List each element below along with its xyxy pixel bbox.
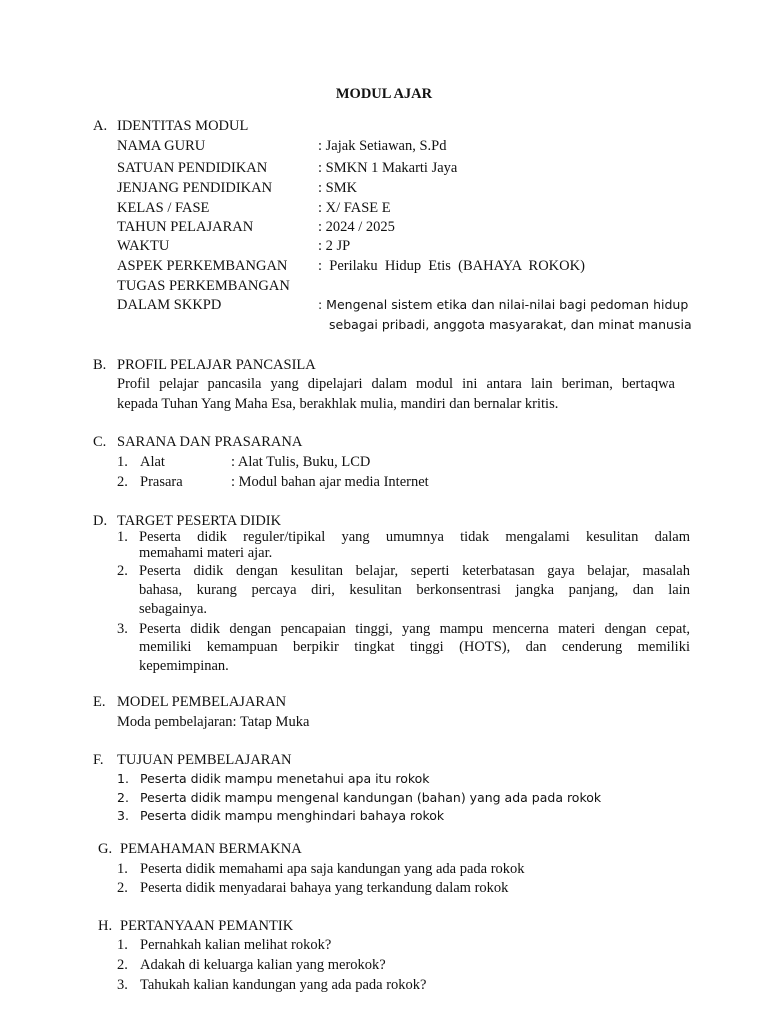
- learning-model-text: Moda pembelajaran: Tatap Muka: [117, 714, 310, 730]
- section-h-heading: PERTANYAAN PEMANTIK: [120, 918, 294, 934]
- target-item-line: kepemimpinan.: [139, 658, 229, 674]
- identity-value: : 2024 / 2025: [318, 219, 395, 235]
- identity-label: DALAM SKKPD: [117, 297, 222, 313]
- section-a-letter: A.: [93, 118, 108, 134]
- understanding-item: Peserta didik menyadarai bahaya yang terkandung dalam rokok: [140, 880, 509, 896]
- section-g-letter: G.: [98, 841, 113, 857]
- identity-label: TUGAS PERKEMBANGAN: [117, 278, 290, 294]
- identity-value: : Jajak Setiawan, S.Pd: [318, 138, 447, 154]
- identity-value: : SMKN 1 Makarti Jaya: [318, 160, 458, 176]
- list-number: 2.: [117, 957, 128, 973]
- section-c-heading: SARANA DAN PRASARANA: [117, 434, 303, 450]
- list-number: 2.: [117, 790, 129, 805]
- understanding-item: Peserta didik memahami apa saja kandungan yang ada pada rokok: [140, 861, 525, 877]
- identity-value: : X/ FASE E: [318, 200, 391, 216]
- section-c-letter: C.: [93, 434, 107, 450]
- section-d-letter: D.: [93, 513, 108, 529]
- target-item-line: Peserta didik dengan pencapaian tinggi, yang mampu mencerna materi dengan cepat,: [139, 621, 690, 637]
- section-h-letter: H.: [98, 918, 113, 934]
- identity-value: : 2 JP: [318, 238, 351, 254]
- list-number: 1.: [117, 454, 128, 470]
- list-number: 1.: [117, 861, 128, 877]
- identity-value-continuation: sebagai pribadi, anggota masyarakat, dan minat manusia: [329, 317, 692, 332]
- identity-label: SATUAN PENDIDIKAN: [117, 160, 268, 176]
- section-f-heading: TUJUAN PEMBELAJARAN: [117, 752, 292, 768]
- identity-value: : SMK: [318, 180, 358, 196]
- list-number: 2.: [117, 880, 128, 896]
- trigger-question: Adakah di keluarga kalian yang merokok?: [140, 957, 386, 973]
- target-item-line: Peserta didik dengan kesulitan belajar, seperti keterbatasan gaya belajar, masalah: [139, 563, 690, 579]
- identity-value: : Perilaku Hidup Etis (BAHAYA ROKOK): [318, 258, 585, 274]
- list-number: 2.: [117, 563, 128, 579]
- list-number: 3.: [117, 621, 128, 637]
- facility-label: Alat: [140, 454, 165, 470]
- target-item-line: memahami materi ajar.: [139, 545, 273, 561]
- section-d-heading: TARGET PESERTA DIDIK: [117, 513, 282, 529]
- objective-item: Peserta didik mampu menetahui apa itu rokok: [140, 771, 430, 786]
- target-item-line: Peserta didik reguler/tipikal yang umumnya tidak mengalami kesulitan dalam: [139, 529, 690, 545]
- list-number: 2.: [117, 474, 128, 490]
- objective-item: Peserta didik mampu menghindari bahaya rokok: [140, 808, 445, 823]
- section-b-heading: PROFIL PELAJAR PANCASILA: [117, 357, 316, 373]
- identity-label: NAMA GURU: [117, 138, 206, 154]
- section-a-heading: IDENTITAS MODUL: [117, 118, 249, 134]
- trigger-question: Pernahkah kalian melihat rokok?: [140, 937, 332, 953]
- profile-paragraph-line: kepada Tuhan Yang Maha Esa, berakhlak mulia, mandiri dan bernalar kritis.: [117, 396, 559, 412]
- list-number: 1.: [117, 529, 128, 545]
- identity-label: WAKTU: [117, 238, 170, 254]
- identity-label: KELAS / FASE: [117, 200, 210, 216]
- section-e-letter: E.: [93, 694, 106, 710]
- identity-label: JENJANG PENDIDIKAN: [117, 180, 273, 196]
- list-number: 3.: [117, 977, 128, 993]
- profile-paragraph-line: Profil pelajar pancasila yang dipelajari dalam modul ini antara lain beriman, bertaqwa: [117, 376, 675, 392]
- section-f-letter: F.: [93, 752, 104, 768]
- list-number: 1.: [117, 771, 129, 786]
- document-title: MODUL AJAR: [335, 86, 433, 102]
- objective-item: Peserta didik mampu mengenal kandungan (bahan) yang ada pada rokok: [140, 790, 602, 805]
- trigger-question: Tahukah kalian kandungan yang ada pada rokok?: [140, 977, 427, 993]
- facility-value: : Alat Tulis, Buku, LCD: [231, 454, 371, 470]
- identity-value: : Mengenal sistem etika dan nilai-nilai bagi pedoman hidup: [318, 297, 689, 312]
- target-item-line: sebagainya.: [139, 601, 208, 617]
- identity-label: ASPEK PERKEMBANGAN: [117, 258, 288, 274]
- section-g-heading: PEMAHAMAN BERMAKNA: [120, 841, 302, 857]
- target-item-line: memiliki kemampuan berpikir tingkat tinggi (HOTS), dan cenderung memiliki: [139, 639, 690, 655]
- facility-label: Prasara: [140, 474, 183, 490]
- facility-value: : Modul bahan ajar media Internet: [231, 474, 429, 490]
- list-number: 1.: [117, 937, 128, 953]
- section-e-heading: MODEL PEMBELAJARAN: [117, 694, 287, 710]
- section-b-letter: B.: [93, 357, 107, 373]
- target-item-line: bahasa, kurang percaya diri, kesulitan berkonsentrasi jangka panjang, dan lain: [139, 582, 690, 598]
- identity-label: TAHUN PELAJARAN: [117, 219, 254, 235]
- list-number: 3.: [117, 808, 129, 823]
